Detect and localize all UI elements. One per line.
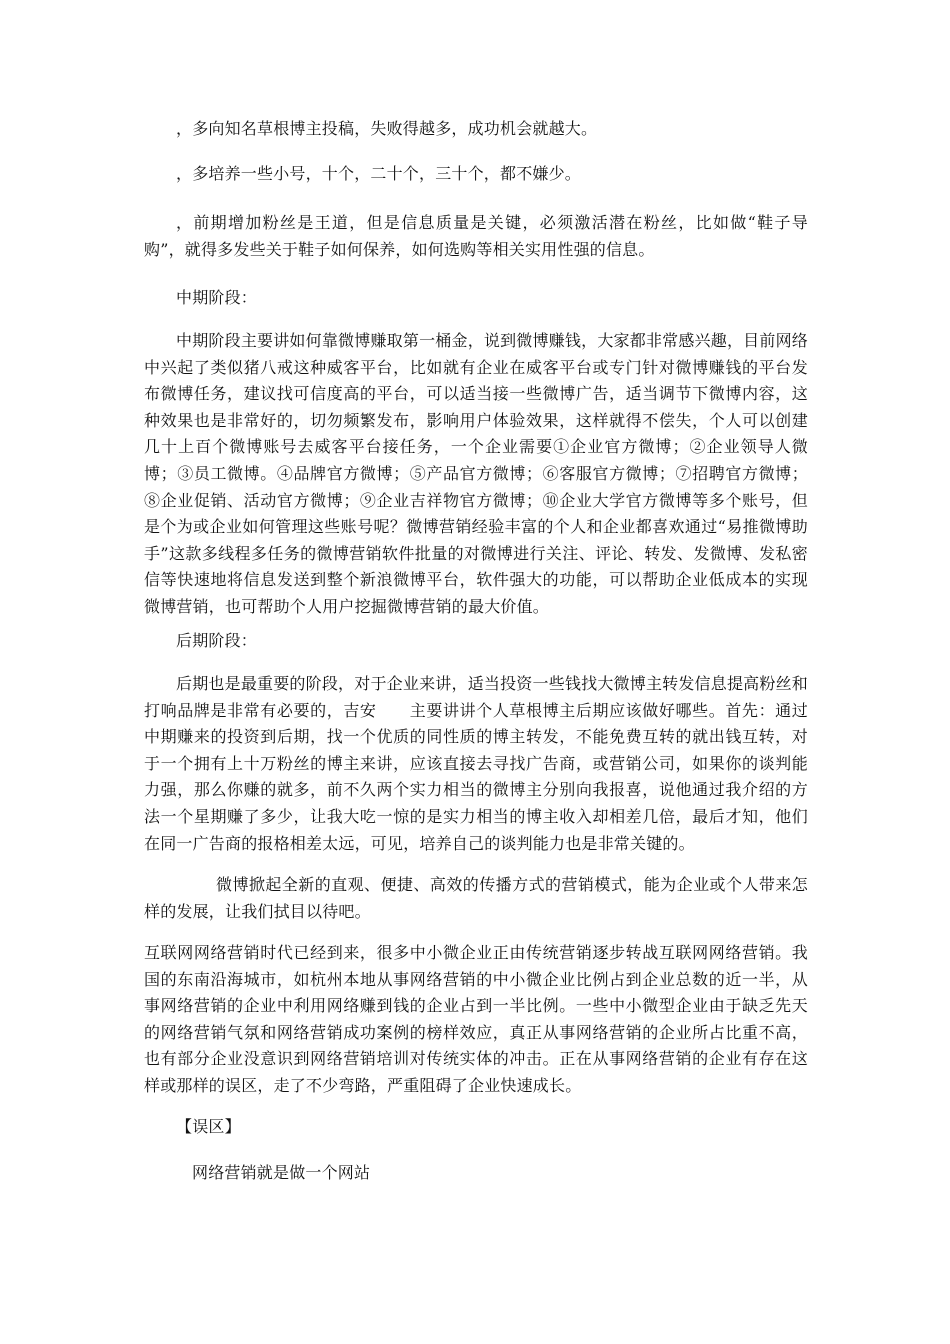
paragraph-misconception-website: 网络营销就是做一个网站 xyxy=(192,1163,371,1182)
paragraph-middle-stage: 中期阶段主要讲如何靠微博赚取第一桶金，说到微博赚钱，大家都非常感兴趣，目前网络中兴起了类似猪八戒这种威客平台，比如就有企业在威客平台或专门针对微博赚钱的平台发布微博任务，建议找可信度高的平台，可以适当接一些微博广告，适当调节下微博内容，这种效果也是非常好的，切勿频繁发布，影响用户体验效果，这样就得不偿失，个人可以创建几十上百个微博账号去威客平台接任务，一个企业需要①企业官方微博；②企业领导人微博；③员工微博。④品牌官方微博；⑤产品官方微博；⑥客服官方微博；⑦招聘官方微博；⑧企业促销、活动官方微博；⑨企业吉祥物官方微博；⑩企业大学官方微博等多个账号，但是个为或企业如何管理这些账号呢？微博营销经验丰富的个人和企业都喜欢通过“易推微博助手”这款多线程多任务的微博营销软件批量的对微博进行关注、评论、转发、发微博、发私密信等快速地将信息发送到整个新浪微博平台，软件强大的功能，可以帮助企业低成本的实现微博营销，也可帮助个人用户挖掘微博营销的最大价值。 xyxy=(144,331,808,616)
paragraph-submit-posts: ，多向知名草根博主投稿，失败得越多，成功机会就越大。 xyxy=(176,119,598,138)
heading-late-stage: 后期阶段： xyxy=(176,631,258,650)
paragraph-early-fans: ，前期增加粉丝是王道，但是信息质量是关键，必须激活潜在粉丝，比如做“鞋子导购”，就得多发些关于鞋子如何保养，如何选购等相关实用性强的信息。 xyxy=(144,213,808,259)
paragraph-weibo-outlook: 微博掀起全新的直观、便捷、高效的传播方式的营销模式，能为企业或个人带来怎样的发展，让我们拭目以待吧。 xyxy=(144,875,808,921)
paragraph-late-stage: 后期也是最重要的阶段，对于企业来讲，适当投资一些钱找大微博主转发信息提高粉丝和打响品牌是非常有必要的，吉安 主要讲讲个人草根博主后期应该做好哪些。首先：通过中期赚来的投资到后期，找一个优质的同性质的博主转发，不能免费互转的就出钱互转，对于一个拥有上十万粉丝的博主来讲，应该直接去寻找广告商，或营销公司，如果你的谈判能力强，那么你赚的就多，前不久两个实力相当的微博主分别向我报喜，说他通过我介绍的方法一个星期赚了多少，让我大吃一惊的是实力相当的博主收入却相差几倍，最后才知，他们在同一广告商的报格相差太远，可见，培养自己的谈判能力也是非常关键的。 xyxy=(144,674,808,853)
heading-middle-stage: 中期阶段： xyxy=(176,288,258,307)
paragraph-internet-marketing: 互联网网络营销时代已经到来，很多中小微企业正由传统营销逐步转战互联网网络营销。我国的东南沿海城市，如杭州本地从事网络营销的中小微企业比例占到企业总数的近一半，从事网络营销的企业中利用网络赚到钱的企业占到一半比例。一些中小微型企业由于缺乏先天的网络营销气氛和网络营销成功案例的榜样效应，真正从事网络营销的企业所占比重不高，也有部分企业没意识到网络营销培训对传统实体的冲击。正在从事网络营销的企业有存在这样或那样的误区，走了不少弯路，严重阻碍了企业快速成长。 xyxy=(144,943,808,1095)
heading-misconceptions: 【误区】 xyxy=(176,1117,241,1136)
paragraph-small-accounts: ，多培养一些小号，十个，二十个，三十个，都不嫌少。 xyxy=(176,164,582,183)
